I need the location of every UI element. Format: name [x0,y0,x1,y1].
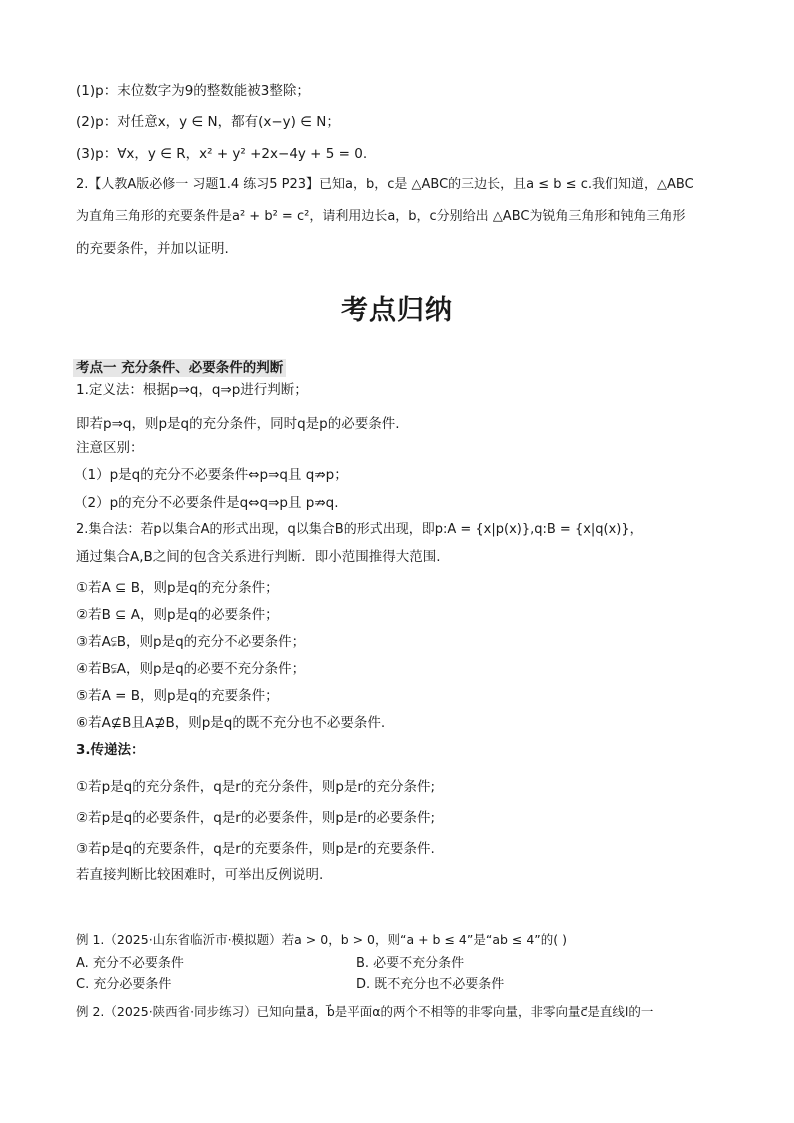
method-2-item-3: ③若A⫋B，则p是q的充分不必要条件； [76,634,306,650]
method-1-item-2: （2）p的充分不必要条件是q⇔q⇒p且 p⇏q. [74,495,339,511]
method-3-item-2: ②若p是q的必要条件，q是r的必要条件，则p是r的必要条件; [76,810,436,826]
method-2-item-6: ⑥若A⊈B且A⊉B，则p是q的既不充分也不必要条件. [76,715,386,731]
method-3-title: 3.传递法： [76,742,145,758]
example-1-option-d: D. 既不充分也不必要条件 [356,977,505,992]
example-1-option-b: B. 必要不充分条件 [356,956,465,971]
method-2-item-5: ⑤若A = B，则p是q的充要条件； [76,688,279,704]
example-1-option-a: A. 充分不必要条件 [76,956,184,971]
method-2-title: 2.集合法：若p以集合A的形式出现，q以集合B的形式出现，即p:A = {x|p(x)},q:B = {x|q(x)}， [76,522,643,537]
line-1: (1)p：末位数字为9的整数能被3整除； [76,83,310,99]
method-2-item-4: ④若B⫋A，则p是q的必要不充分条件； [76,661,306,677]
method-3-item-1: ①若p是q的充分条件，q是r的充分条件，则p是r的充分条件; [76,779,436,795]
method-2-item-2: ②若B ⊆ A，则p是q的必要条件； [76,607,279,623]
line-5: 为直角三角形的充要条件是a² + b² = c²，请利用边长a，b，c分别给出 △ABC为锐角三角形和钝角三角形 [76,209,686,224]
example-2-stem: 例 2.（2025·陕西省·同步练习）已知向量a⃗，b⃗是平面α的两个不相等的非零向量，非零向量c⃗是直线l的一 [76,1004,654,1019]
method-1-note: 注意区别： [76,440,144,456]
line-2: (2)p：对任意x，y ∈ N，都有(x−y) ∈ N； [76,114,340,130]
method-1-line: 即若p⇒q，则p是q的充分条件，同时q是p的必要条件. [76,416,400,432]
section-title: 考点一 充分条件、必要条件的判断 [73,359,286,377]
line-4: 2.【人教A版必修一 习题1.4 练习5 P23】已知a，b，c是 △ABC的三边长，且a ≤ b ≤ c.我们知道，△ABC [76,177,694,192]
line-3: (3)p：∀x，y ∈ R，x² + y² +2x−4y + 5 = 0. [76,146,368,162]
method-1-item-1: （1）p是q的充分不必要条件⇔p⇒q且 q⇏p； [74,467,348,483]
method-1-title: 1.定义法：根据p⇒q，q⇒p进行判断； [76,382,308,398]
method-3-item-3: ③若p是q的充要条件，q是r的充要条件，则p是r的充要条件. [76,841,435,857]
line-6: 的充要条件，并加以证明. [76,241,229,257]
page-heading: 考点归纳 [341,295,453,326]
method-2-item-1: ①若A ⊆ B，则p是q的充分条件； [76,580,279,596]
method-2-line: 通过集合A,B之间的包含关系进行判断．即小范围推得大范围. [76,549,441,565]
example-1-option-c: C. 充分必要条件 [76,977,172,992]
method-3-note: 若直接判断比较困难时，可举出反例说明. [76,867,324,883]
example-1-stem: 例 1.（2025·山东省临沂市·模拟题）若a > 0，b > 0，则“a + b ≤ 4”是“ab ≤ 4”的( ) [76,932,567,947]
